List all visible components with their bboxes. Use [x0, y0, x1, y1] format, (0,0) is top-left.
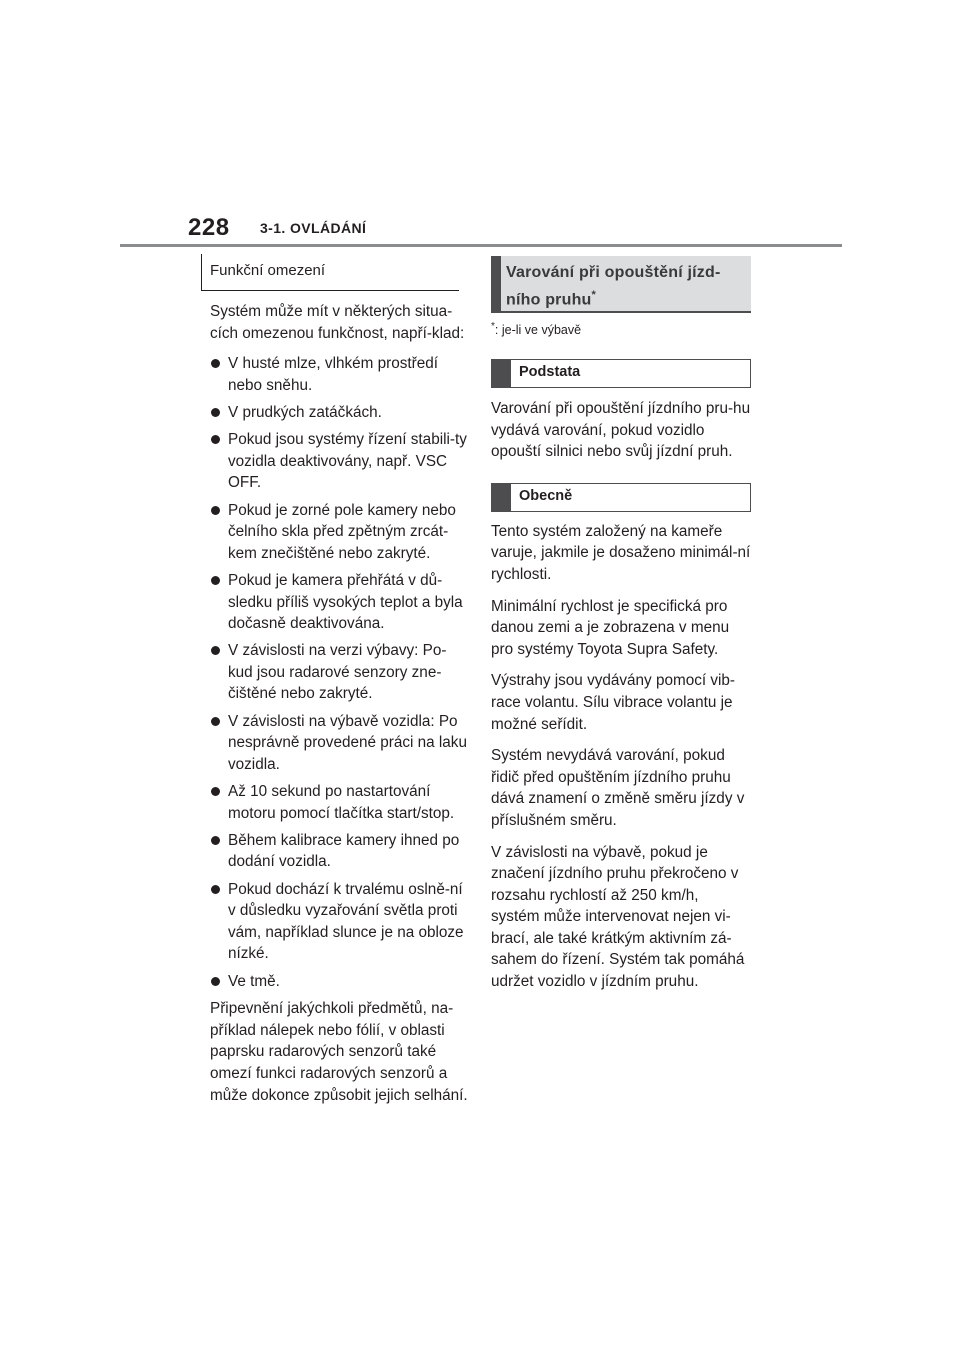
list-item: V závislosti na výbavě vozidla: Po nesprávně provedené práci na laku vozidla. — [210, 711, 468, 776]
intro-paragraph: Systém může mít v některých situa-cích omezenou funkčnost, napří-klad: — [210, 303, 465, 342]
footnote-mark: * — [491, 321, 495, 332]
section-title-text: Varování při opouštění jízd-ního pruhu — [506, 264, 721, 309]
subhead-bar — [491, 483, 511, 512]
footnote-text: : je-li ve výbavě — [494, 323, 582, 338]
section-title-box — [491, 256, 751, 313]
section-title-bar — [491, 256, 501, 311]
right-column — [491, 256, 751, 993]
body-paragraph: Systém nevydává varování, pokud řidič před opuštěním jízdního pruhu dává znamení o změně směru jízdy v příslušném směru. — [491, 747, 745, 829]
chapter-title: 3-1. OVLÁDÁNÍ — [260, 220, 367, 236]
list-item: Až 10 sekund po nastartování motoru pomocí tlačítka start/stop. — [210, 781, 468, 824]
subhead-obecne — [491, 483, 751, 512]
section-title — [506, 261, 746, 311]
section-title-mark: * — [591, 289, 597, 301]
page-header — [0, 0, 960, 280]
list-item: V husté mlze, vlhkém prostředí nebo sněhu. — [210, 353, 468, 396]
left-column — [210, 254, 468, 1106]
body-paragraph: V závislosti na výbavě, pokud je značení jízdního pruhu překročeno v rozsahu rychlostí až 250 km/h, systém může intervenovat nejen vi-brací, ale také krátkým aktivním zá-sahem do řízení. Systém tak pomáhá udržet vozidlo v jízdním pruhu. — [491, 843, 745, 991]
footnote — [491, 321, 751, 345]
list-item: V prudkých zatáčkách. — [210, 402, 468, 424]
subsection-label: Funkční omezení — [201, 254, 459, 291]
body-paragraph: Tento systém založený na kameře varuje, jakmile je dosaženo minimál-ní rychlosti. — [491, 522, 751, 583]
subhead-podstata — [491, 359, 751, 388]
list-item: Pokud jsou systémy řízení stabili-ty vozidla deaktivovány, např. VSC OFF. — [210, 429, 468, 494]
body-paragraph: Výstrahy jsou vydávány pomocí vib-race volantu. Sílu vibrace volantu je možné seřídit. — [491, 672, 736, 733]
subhead-bar — [491, 359, 511, 388]
podstata-paragraph: Varování při opouštění jízdního pru-hu vydává varování, pokud vozidlo opouští silnici nebo svůj jízdní pruh. — [491, 400, 751, 461]
header-rule — [120, 244, 842, 247]
list-item: Pokud dochází k trvalému oslně-ní v důsledku vyzařování světla proti vám, například slunce je na obloze nízké. — [210, 879, 468, 965]
list-item: Ve tmě. — [210, 971, 468, 993]
list-item: Během kalibrace kamery ihned po dodání vozidla. — [210, 830, 468, 873]
list-item: V závislosti na verzi výbavy: Po-kud jsou radarové senzory zne-čištěné nebo zakryté. — [210, 640, 468, 705]
list-item: Pokud je kamera přehřátá v dů-sledku příliš vysokých teplot a byla dočasně deaktivována. — [210, 570, 468, 635]
subhead-label: Podstata — [519, 364, 581, 380]
page-number: 228 — [188, 214, 230, 241]
list-item: Pokud je zorné pole kamery nebo čelního skla před zpětným zrcát-kem znečištěné nebo zakryté. — [210, 500, 468, 565]
limitations-list — [210, 353, 468, 992]
closing-paragraph: Připevnění jakýchkoli předmětů, na-příklad nálepek nebo fólií, v oblasti paprsku radarových senzorů také omezí funkci radarových senzorů a může dokonce způsobit jejich selhání. — [210, 1000, 468, 1104]
body-paragraph: Minimální rychlost je specifická pro danou zemi a je zobrazena v menu pro systémy Toyota Supra Safety. — [491, 597, 730, 658]
subhead-label: Obecně — [519, 487, 573, 504]
